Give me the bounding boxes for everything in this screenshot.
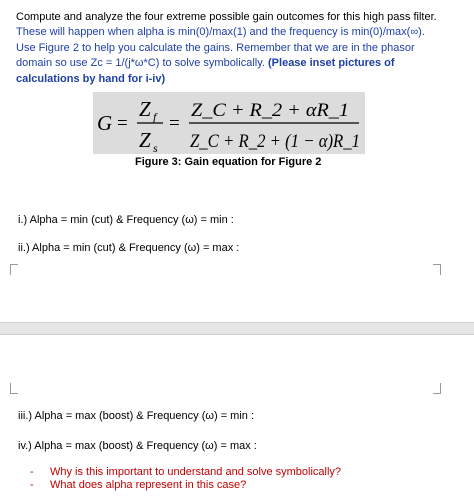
page-break-separator (0, 322, 474, 335)
page-corner-mark-top-left (10, 264, 18, 275)
intro-line-2: These will happen when alpha is min(0)/max(1) and the frequency is min(0)/max(∞). (16, 26, 425, 39)
intro-line-4 (16, 56, 466, 71)
question-3: iii.) Alpha = max (boost) & Frequency (ω) = min : (18, 410, 255, 422)
equation-zf-base: Z (139, 97, 151, 121)
question-4: iv.) Alpha = max (boost) & Frequency (ω) = max : (18, 440, 257, 452)
bullet-dash: - (30, 466, 34, 478)
intro-line-3: Use Figure 2 to help you calculate the gains. Remember that we are in the phasor (16, 41, 415, 54)
intro-line-1: Compute and analyze the four extreme possible gain outcomes for this high pass filter. (16, 11, 437, 23)
question-1: i.) Alpha = min (cut) & Frequency (ω) = min : (18, 214, 234, 226)
intro-line-4-text: domain so use Zc = 1/(j*ω*C) to solve symbolically. (16, 57, 269, 70)
page-corner-mark-top-right (433, 264, 441, 275)
equation-lhs: G (97, 111, 113, 135)
bullet-text: What does alpha represent in this case? (50, 479, 247, 491)
equation-zs-sub: s (153, 141, 158, 154)
page-corner-mark-bottom-right (433, 383, 441, 394)
question-2: ii.) Alpha = min (cut) & Frequency (ω) = max : (18, 242, 240, 254)
bullet-dash: - (30, 479, 34, 491)
page-corner-mark-bottom-left (10, 383, 18, 394)
bullet-text: Why is this important to understand and solve symbolically? (50, 466, 342, 478)
equation-denominator: Z_C + R_2 + (1 − α)R_1 (190, 131, 360, 152)
equation-equals-1: = (117, 113, 128, 134)
list-item (30, 479, 341, 492)
gain-equation-image (93, 92, 365, 154)
intro-paragraph (16, 10, 466, 87)
list-item (30, 466, 341, 479)
equation-equals-2: = (169, 113, 180, 134)
discussion-list (30, 466, 341, 492)
gain-equation-svg (93, 92, 365, 154)
intro-line-5: calculations by hand for i-iv) (16, 72, 166, 85)
intro-line-4-bold: (Please inset pictures of (268, 57, 395, 70)
equation-zs-base: Z (139, 128, 151, 152)
figure-caption: Figure 3: Gain equation for Figure 2 (135, 156, 322, 168)
equation-zf-sub: f (153, 110, 157, 124)
equation-numerator: Z_C + R_2 + αR_1 (191, 100, 349, 121)
